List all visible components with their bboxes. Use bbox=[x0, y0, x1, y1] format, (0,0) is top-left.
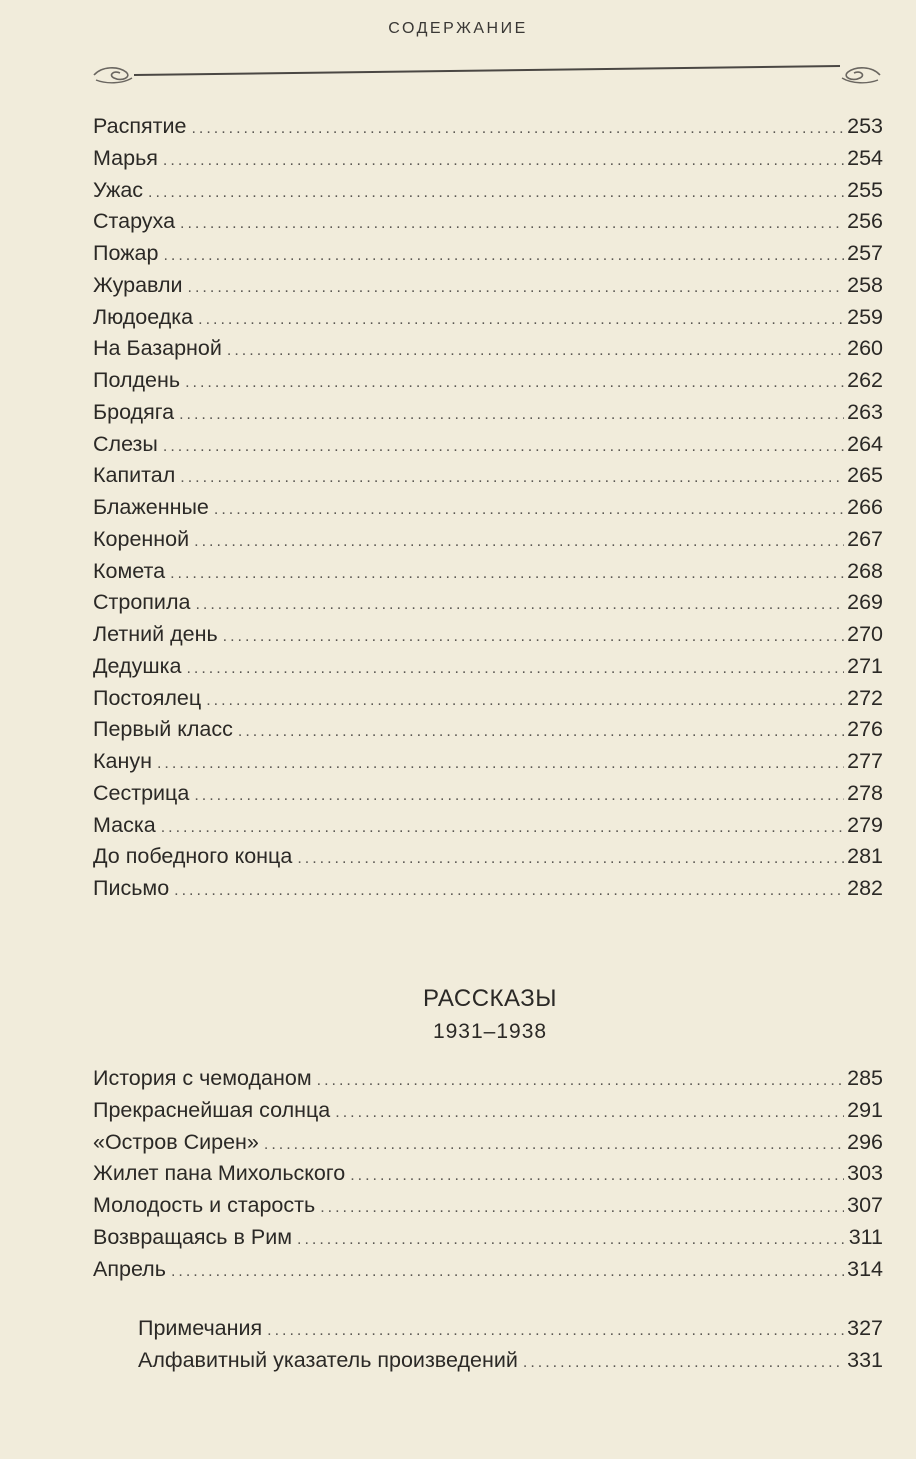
toc-dot-leader bbox=[238, 716, 844, 748]
toc-entry-page: 276 bbox=[847, 717, 883, 742]
toc-entry-title: Сестрица bbox=[93, 780, 190, 805]
toc-entry-page: 311 bbox=[848, 1224, 883, 1249]
toc-entry bbox=[93, 1095, 883, 1127]
toc-dot-leader bbox=[297, 843, 844, 875]
toc-entry-page: 296 bbox=[847, 1129, 883, 1154]
toc-entry-page: 282 bbox=[847, 876, 883, 900]
toc-dot-leader bbox=[206, 685, 844, 717]
toc-dot-leader bbox=[163, 431, 844, 463]
toc-entry-page: 253 bbox=[847, 114, 883, 138]
toc-entry-page: 268 bbox=[847, 558, 883, 583]
toc-entry bbox=[93, 429, 883, 461]
toc-entry bbox=[93, 1222, 883, 1254]
toc-dot-leader bbox=[523, 1347, 844, 1379]
toc-entry bbox=[93, 492, 883, 524]
toc-dot-leader bbox=[148, 177, 844, 209]
toc-entry-title: До победного конца bbox=[93, 844, 293, 869]
toc-entry-page: 314 bbox=[847, 1256, 883, 1281]
toc-entry bbox=[93, 206, 883, 238]
toc-entry-page: 257 bbox=[847, 241, 883, 265]
toc-entry-page: 258 bbox=[847, 272, 883, 297]
toc-entry-page: 264 bbox=[847, 431, 883, 456]
toc-dot-leader bbox=[350, 1160, 844, 1192]
toc-entry-title: Пожар bbox=[93, 241, 159, 265]
toc-entry-title: Примечания bbox=[138, 1316, 263, 1340]
toc-entry-page: 269 bbox=[847, 590, 883, 615]
toc-dot-leader bbox=[186, 653, 844, 685]
toc-entry-title: Ужас bbox=[93, 177, 144, 202]
toc-entry bbox=[138, 1345, 883, 1377]
toc-entry-title: Прекраснейшая солнца bbox=[93, 1097, 331, 1122]
toc-entry bbox=[93, 1190, 883, 1222]
toc-entry-title: «Остров Сирен» bbox=[93, 1129, 259, 1154]
toc-entry-title: Дедушка bbox=[93, 653, 182, 678]
toc-entry-page: 307 bbox=[847, 1193, 883, 1217]
toc-entry-page: 263 bbox=[847, 399, 883, 424]
toc-dot-leader bbox=[317, 1065, 845, 1097]
toc-dot-leader bbox=[297, 1224, 846, 1256]
toc-entry-page: 327 bbox=[847, 1316, 883, 1340]
toc-entry bbox=[93, 397, 883, 429]
toc-entry-page: 270 bbox=[847, 622, 883, 646]
toc-dot-leader bbox=[174, 875, 844, 907]
running-header: СОДЕРЖАНИЕ bbox=[388, 20, 528, 37]
toc-entry-title: Стропила bbox=[93, 590, 191, 615]
toc-entry-page: 291 bbox=[847, 1097, 883, 1122]
toc-entry bbox=[93, 333, 883, 365]
toc-dot-leader bbox=[163, 240, 844, 272]
toc-entry-page: 278 bbox=[847, 780, 883, 805]
toc-dot-leader bbox=[180, 462, 844, 494]
section-title: РАССКАЗЫ bbox=[422, 985, 557, 1012]
toc-entry-title: Капитал bbox=[93, 463, 176, 488]
toc-entry bbox=[93, 619, 883, 651]
toc-entry-title: Марья bbox=[93, 145, 158, 170]
toc-dot-leader bbox=[171, 1256, 844, 1288]
toc-list-main bbox=[93, 111, 883, 905]
toc-entry bbox=[138, 1313, 883, 1345]
toc-entry bbox=[93, 683, 883, 715]
toc-entry bbox=[93, 1127, 883, 1159]
toc-dot-leader bbox=[180, 208, 844, 240]
toc-entry bbox=[93, 1063, 883, 1095]
toc-entry-title: Письмо bbox=[93, 876, 170, 900]
toc-entry bbox=[93, 111, 883, 143]
toc-entry-title: Комета bbox=[93, 558, 166, 583]
toc-entry-page: 254 bbox=[847, 145, 883, 170]
toc-entry-page: 331 bbox=[847, 1347, 883, 1372]
toc-dot-leader bbox=[191, 113, 844, 145]
toc-entry-page: 256 bbox=[847, 209, 883, 234]
toc-entry-page: 262 bbox=[847, 368, 883, 392]
toc-entry-page: 267 bbox=[847, 526, 883, 551]
toc-entry-page: 271 bbox=[847, 653, 883, 678]
section-years: 1931–1938 bbox=[432, 1020, 548, 1043]
toc-entry bbox=[93, 873, 883, 905]
toc-entry-title: Полдень bbox=[93, 368, 181, 392]
toc-entry bbox=[93, 841, 883, 873]
toc-entry-page: 281 bbox=[847, 844, 883, 869]
toc-entry bbox=[93, 651, 883, 683]
toc-entry bbox=[93, 810, 883, 842]
toc-entry bbox=[93, 460, 883, 492]
toc-entry bbox=[93, 365, 883, 397]
toc-entry-title: На Базарной bbox=[93, 336, 222, 361]
toc-dot-leader bbox=[195, 589, 844, 621]
toc-entry-title: Слезы bbox=[93, 431, 158, 456]
toc-dot-leader bbox=[170, 558, 844, 590]
toc-dot-leader bbox=[179, 399, 844, 431]
toc-list-appendix bbox=[138, 1313, 883, 1377]
toc-dot-leader bbox=[335, 1097, 844, 1129]
toc-dot-leader bbox=[188, 272, 845, 304]
toc-entry-page: 266 bbox=[847, 495, 883, 519]
toc-entry bbox=[93, 1158, 883, 1190]
toc-entry-title: Старуха bbox=[93, 209, 176, 234]
toc-entry-title: Апрель bbox=[93, 1256, 166, 1281]
toc-entry bbox=[93, 143, 883, 175]
toc-dot-leader bbox=[227, 335, 844, 367]
toc-dot-leader bbox=[157, 748, 844, 780]
toc-entry-title: Алфавитный указатель произведений bbox=[138, 1347, 518, 1372]
toc-entry bbox=[93, 1254, 883, 1286]
toc-list-stories bbox=[93, 1063, 883, 1285]
toc-entry-title: Первый класс bbox=[93, 717, 233, 742]
toc-dot-leader bbox=[194, 526, 844, 558]
toc-entry-page: 303 bbox=[847, 1161, 883, 1186]
toc-entry-title: История с чемоданом bbox=[93, 1066, 312, 1090]
toc-entry-title: Распятие bbox=[93, 114, 187, 138]
toc-entry-title: Жилет пана Михольского bbox=[93, 1161, 346, 1186]
toc-entry-page: 285 bbox=[847, 1066, 883, 1090]
toc-entry-title: Канун bbox=[93, 749, 152, 773]
toc-entry bbox=[93, 587, 883, 619]
toc-entry bbox=[93, 778, 883, 810]
toc-entry-title: Коренной bbox=[93, 526, 190, 551]
toc-dot-leader bbox=[223, 621, 844, 653]
toc-dot-leader bbox=[264, 1129, 844, 1161]
toc-dot-leader bbox=[161, 812, 844, 844]
toc-entry bbox=[93, 238, 883, 270]
toc-dot-leader bbox=[163, 145, 844, 177]
toc-entry-title: Людоедка bbox=[93, 304, 194, 329]
toc-entry-title: Молодость и старость bbox=[93, 1193, 316, 1217]
toc-entry-page: 255 bbox=[847, 177, 883, 202]
toc-dot-leader bbox=[320, 1192, 844, 1224]
toc-entry-page: 265 bbox=[847, 463, 883, 488]
toc-entry-page: 272 bbox=[847, 685, 883, 710]
toc-entry-page: 260 bbox=[847, 336, 883, 361]
toc-dot-leader bbox=[267, 1315, 844, 1347]
toc-entry bbox=[93, 746, 883, 778]
toc-entry bbox=[93, 556, 883, 588]
toc-dot-leader bbox=[194, 780, 844, 812]
toc-entry-title: Блаженные bbox=[93, 495, 209, 519]
toc-entry-page: 277 bbox=[847, 749, 883, 773]
toc-dot-leader bbox=[198, 304, 844, 336]
toc-entry bbox=[93, 714, 883, 746]
toc-entry-title: Летний день bbox=[93, 622, 218, 646]
toc-entry-page: 259 bbox=[847, 304, 883, 329]
toc-dot-leader bbox=[214, 494, 844, 526]
toc-entry bbox=[93, 524, 883, 556]
toc-entry-title: Постоялец bbox=[93, 685, 202, 710]
toc-entry-page: 279 bbox=[847, 812, 883, 837]
toc-entry bbox=[93, 270, 883, 302]
toc-entry-title: Бродяга bbox=[93, 399, 175, 424]
toc-entry-title: Маска bbox=[93, 812, 156, 837]
toc-entry-title: Возвращаясь в Рим bbox=[93, 1224, 292, 1249]
toc-dot-leader bbox=[185, 367, 844, 399]
toc-entry bbox=[93, 302, 883, 334]
toc-entry bbox=[93, 175, 883, 207]
toc-entry-title: Журавли bbox=[93, 272, 183, 297]
decorative-rule-ornament bbox=[92, 58, 882, 88]
